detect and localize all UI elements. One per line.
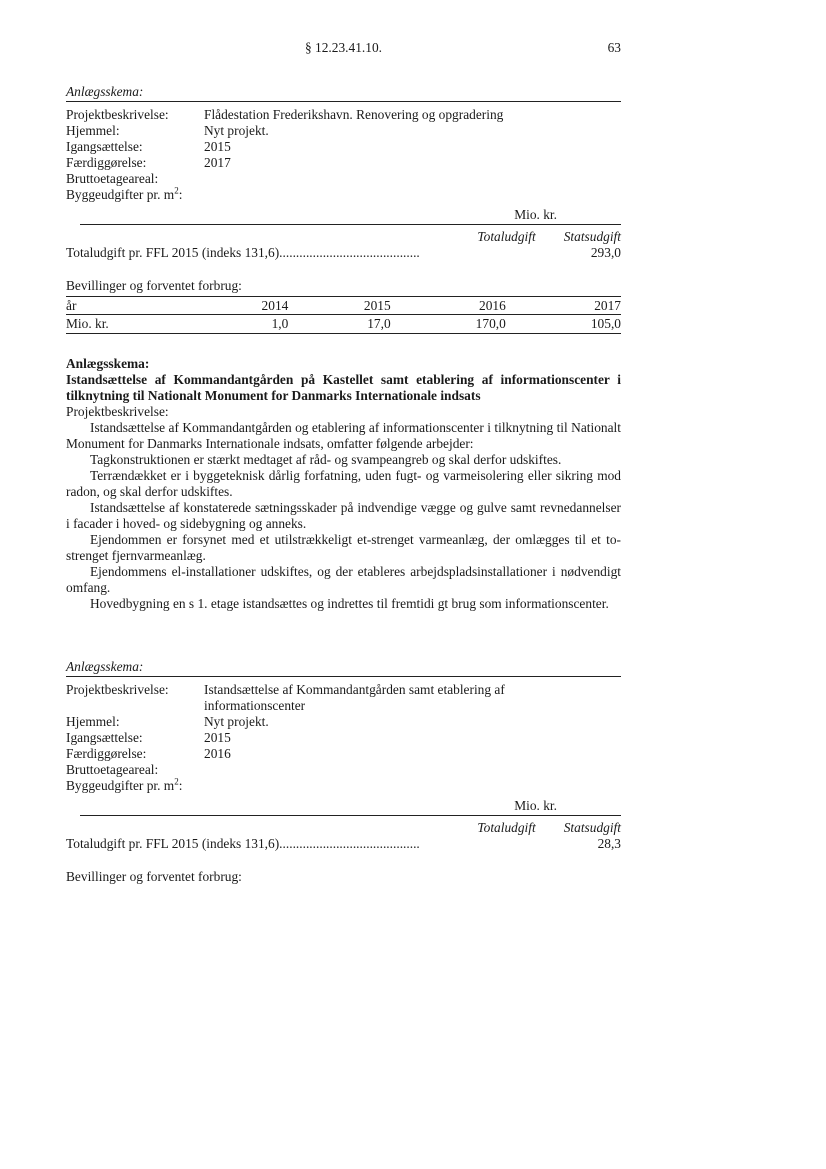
- schema-1: [66, 84, 621, 334]
- schema-1-mid-rule: [80, 224, 621, 225]
- section-2-heading: Anlægsskema:: [66, 356, 150, 371]
- schema-1-row: Bruttoetageareal:: [66, 171, 159, 186]
- paragraph: Ejendommen er forsynet med et utilstrækkeligt et-strenget varmeanlæg, der omlægges til et to-strenget fjernvarmeanlæg.: [66, 532, 621, 563]
- schema-2-mid-rule: [80, 815, 621, 816]
- paragraph: Tagkonstruktionen er stærkt medtaget af råd- og svampeangreb og skal derfor udskiftes.: [90, 452, 562, 467]
- table-row: år 2014 2015 2016 2017: [66, 297, 621, 313]
- schema-1-total-row: [66, 245, 621, 261]
- schema-1-year-table: [66, 297, 621, 332]
- section-2-title: Istandsættelse af Kommandantgården på Kastellet samt etablering af informationscenter i tilknytning til Nationalt Monument for Danmarks Internationale indsats: [66, 372, 621, 403]
- schema-2-build-cost-row: Byggeudgifter pr. $m^2$:: [66, 776, 183, 793]
- schema-1-row: Færdiggørelse: 2017: [66, 155, 231, 170]
- paragraph: Ejendommens el-installationer udskiftes, og der etableres arbejdspladsinstallationer i nødvendigt omfang.: [66, 564, 621, 595]
- schema-2-total-row: [66, 836, 621, 852]
- schema-1-row: Hjemmel: Nyt projekt.: [66, 123, 269, 138]
- total-state-value: 28,3: [597, 836, 621, 851]
- col-header-total: Totaludgift: [477, 820, 536, 835]
- schema-2-unit: Mio. kr.: [514, 798, 557, 813]
- schema-1-table-bottom-rule: [66, 333, 621, 334]
- schema-2-row: Færdiggørelse: 2016: [66, 746, 231, 761]
- schema-1-fields: [66, 102, 621, 203]
- schema-2-column-headers: [66, 820, 621, 836]
- paragraph: Istandsættelse af konstaterede sætningsskader på indvendige vægge og gulve samt revnedannelser i facader i hoved- og sidebygning og anneks.: [66, 500, 621, 531]
- total-state-value: 293,0: [590, 245, 621, 260]
- schema-2-row: Igangsættelse: 2015: [66, 730, 231, 745]
- paragraph: Hovedbygning en s 1. etage istandsættes og indrettes til fremtidi gt brug som informationscenter.: [90, 596, 609, 611]
- section-2-desc-label: Projektbeskrivelse:: [66, 404, 169, 419]
- schema-2-row: Projektbeskrivelse: Istandsættelse af Kommandantgården samt etablering af informationscenter: [66, 682, 505, 713]
- col-header-state: Statsudgift: [563, 229, 621, 244]
- schema-1-unit: Mio. kr.: [514, 207, 557, 222]
- total-label: Totaludgift pr. FFL 2015 (indeks 131,6)..........................................: [66, 836, 420, 851]
- section-reference: § 12.23.41.10.: [305, 40, 382, 55]
- schema-1-build-cost-row: Byggeudgifter pr. $m^2$:: [66, 185, 183, 202]
- schema-2-fields: [66, 677, 621, 794]
- page-header: [66, 40, 621, 56]
- schema-2-row: Bruttoetageareal:: [66, 762, 159, 777]
- paragraph: Istandsættelse af Kommandantgården og etablering af informationscenter i tilknytning til Nationalt Monument for Danmarks Internationale indsats, omfatter følgende arbejder:: [66, 420, 621, 451]
- schema-1-row: Projektbeskrivelse: Flådestation Frederikshavn. Renovering og opgradering: [66, 107, 504, 122]
- schema-2-row: Hjemmel: Nyt projekt.: [66, 714, 269, 729]
- schema-1-grants-label: Bevillinger og forventet forbrug:: [66, 278, 242, 293]
- page-number: 63: [607, 40, 621, 55]
- table-row: Mio. kr. 1,0 17,0 170,0 105,0: [66, 315, 621, 331]
- total-label: Totaludgift pr. FFL 2015 (indeks 131,6)..........................................: [66, 245, 420, 260]
- schema-2-title: Anlægsskema:: [66, 659, 144, 674]
- col-header-state: Statsudgift: [563, 820, 621, 835]
- paragraph: Terrændækket er i byggeteknisk dårlig forfatning, uden fugt- og varmeisolering eller sikring mod radon, og skal derfor udskiftes.: [66, 468, 621, 499]
- schema-1-column-headers: [66, 229, 621, 245]
- section-2: [66, 356, 621, 612]
- col-header-total: Totaludgift: [477, 229, 536, 244]
- schema-1-row: Igangsættelse: 2015: [66, 139, 231, 154]
- schema-2-grants-label: Bevillinger og forventet forbrug:: [66, 869, 242, 884]
- schema-1-title: Anlægsskema:: [66, 84, 144, 99]
- schema-2: [66, 659, 621, 885]
